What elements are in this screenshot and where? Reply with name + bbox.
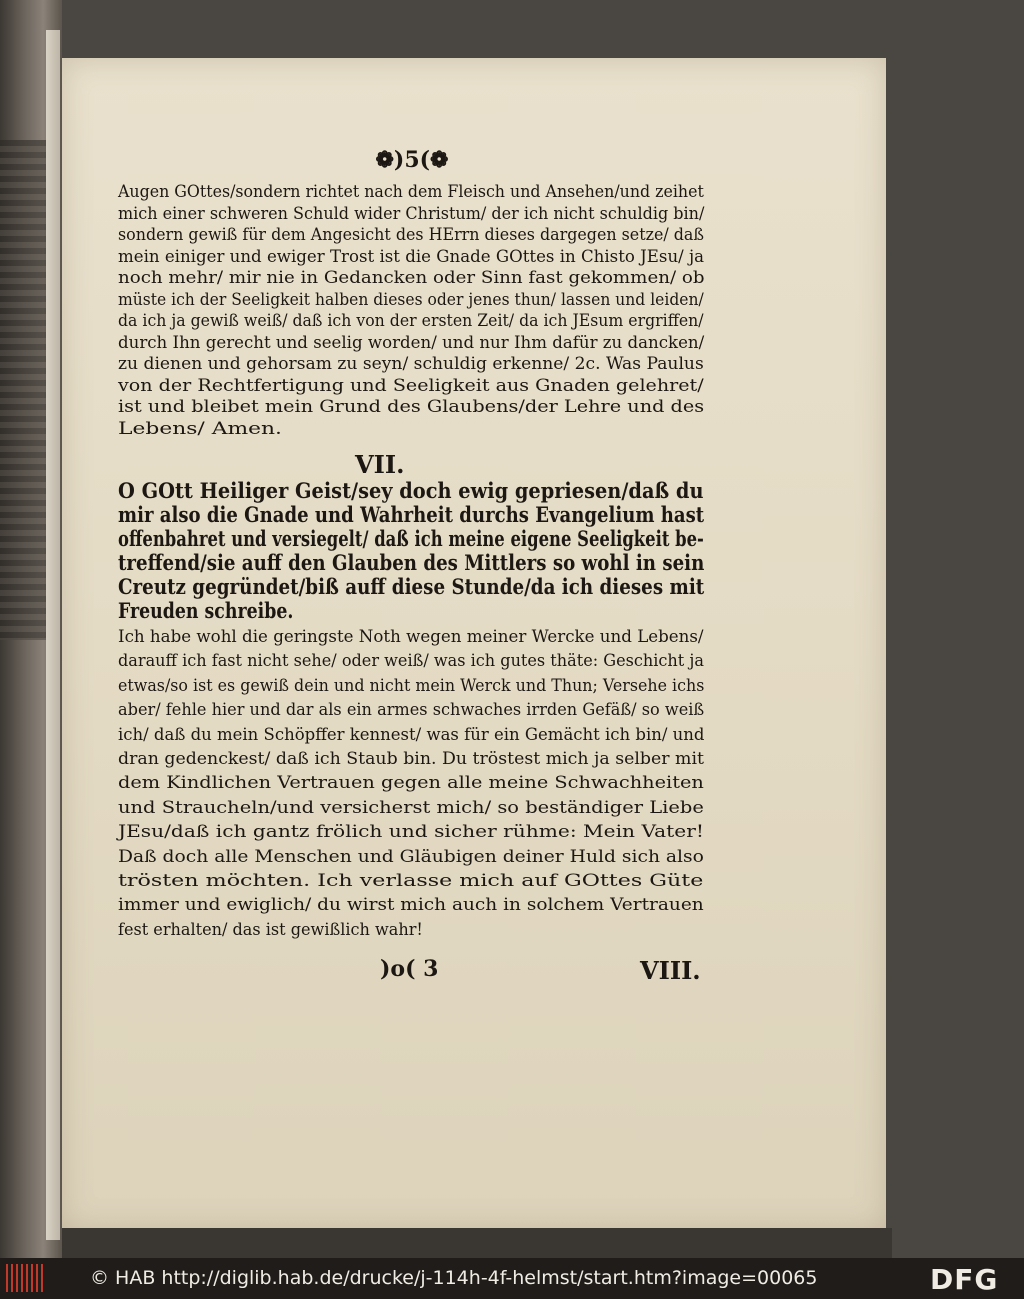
text-line: O GOtt Heiliger Geist/sey doch ewig gepriesen/daß du <box>118 478 704 503</box>
text-line: Daß doch alle Menschen und Gläubigen deiner Huld sich also <box>118 846 704 867</box>
text-line: trösten möchten. Ich verlasse mich auf GOttes Güte <box>118 871 704 891</box>
copyright-url[interactable]: © HAB http://diglib.hab.de/drucke/j-114h-4f-helmst/start.htm?image=00065 <box>90 1267 818 1289</box>
signature-mark: )o( 3 <box>380 956 439 982</box>
text-line: durch Ihn gerecht und seelig worden/ und nur Ihm dafür zu dancken/ <box>118 332 705 353</box>
page-header: ❁)5(❁ <box>375 147 449 173</box>
section-number: VII. <box>355 450 405 479</box>
page-shadow <box>62 1228 892 1258</box>
dfg-logo: DFG <box>930 1263 999 1296</box>
text-line: Lebens/ Amen. <box>118 418 282 439</box>
text-line: noch mehr/ mir nie in Gedancken oder Sinn fast gekommen/ ob <box>118 268 705 288</box>
text-line: ich/ daß du mein Schöpffer kennest/ was für ein Gemächt ich bin/ und <box>118 724 705 745</box>
text-line: müste ich der Seeligkeit halben dieses oder jenes thun/ lassen und leiden/ <box>118 289 704 310</box>
text-line: offenbahret und versiegelt/ daß ich meine eigene Seeligkeit be- <box>118 526 704 551</box>
text-line: ist und bleibet mein Grund des Glaubens/der Lehre und des <box>118 397 705 417</box>
barcode-icon <box>6 1264 44 1292</box>
text-line: und Straucheln/und versicherst mich/ so beständiger Liebe <box>118 797 704 818</box>
text-line: zu dienen und gehorsam zu seyn/ schuldig erkenne/ 2c. Was Paulus <box>118 354 704 374</box>
book-spine <box>0 140 46 640</box>
text-line: etwas/so ist es gewiß dein und nicht mein Werck und Thun; Versehe ichs <box>118 675 705 696</box>
text-line: treffend/sie auff den Glauben des Mittlers so wohl in sein <box>118 550 705 575</box>
text-line: Creutz gegründet/biß auff diese Stunde/da ich dieses mit <box>118 574 705 599</box>
text-line: dem Kindlichen Vertrauen gegen alle meine Schwachheiten <box>118 773 704 794</box>
text-line: Freuden schreibe. <box>118 598 294 623</box>
page-edge <box>46 30 60 1240</box>
text-line: Ich habe wohl die geringste Noth wegen meiner Wercke und Lebens/ <box>118 627 704 647</box>
text-line: immer und ewiglich/ du wirst mich auch in solchem Vertrauen <box>118 895 704 916</box>
text-line: JEsu/daß ich gantz frölich und sicher rühme: Mein Vater! <box>118 822 704 843</box>
text-line: dran gedenckest/ daß ich Staub bin. Du tröstest mich ja selber mit <box>118 749 704 769</box>
text-line: sondern gewiß für dem Angesicht des HErrn dieses dargegen setze/ daß <box>118 225 705 245</box>
footer-bar <box>0 1258 1024 1299</box>
text-line: mir also die Gnade und Wahrheit durchs Evangelium hast <box>118 502 705 527</box>
text-line: von der Rechtfertigung und Seeligkeit aus Gnaden gelehret/ <box>118 375 704 396</box>
text-line: darauff ich fast nicht sehe/ oder weiß/ was ich gutes thäte: Geschicht ja <box>118 651 704 672</box>
text-line: Augen GOttes/sondern richtet nach dem Fleisch und Ansehen/und zeihet <box>118 182 704 202</box>
text-line: fest erhalten/ das ist gewißlich wahr! <box>118 919 423 940</box>
text-line: da ich ja gewiß weiß/ daß ich von der ersten Zeit/ da ich JEsum ergriffen/ <box>118 311 704 331</box>
catchword: VIII. <box>640 956 701 985</box>
text-line: mein einiger und ewiger Trost ist die Gnade GOttes in Chisto JEsu/ ja <box>118 246 705 267</box>
text-line: mich einer schweren Schuld wider Christum/ der ich nicht schuldig bin/ <box>118 203 705 224</box>
text-line: aber/ fehle hier und dar als ein armes schwaches irrden Gefäß/ so weiß <box>118 700 705 721</box>
